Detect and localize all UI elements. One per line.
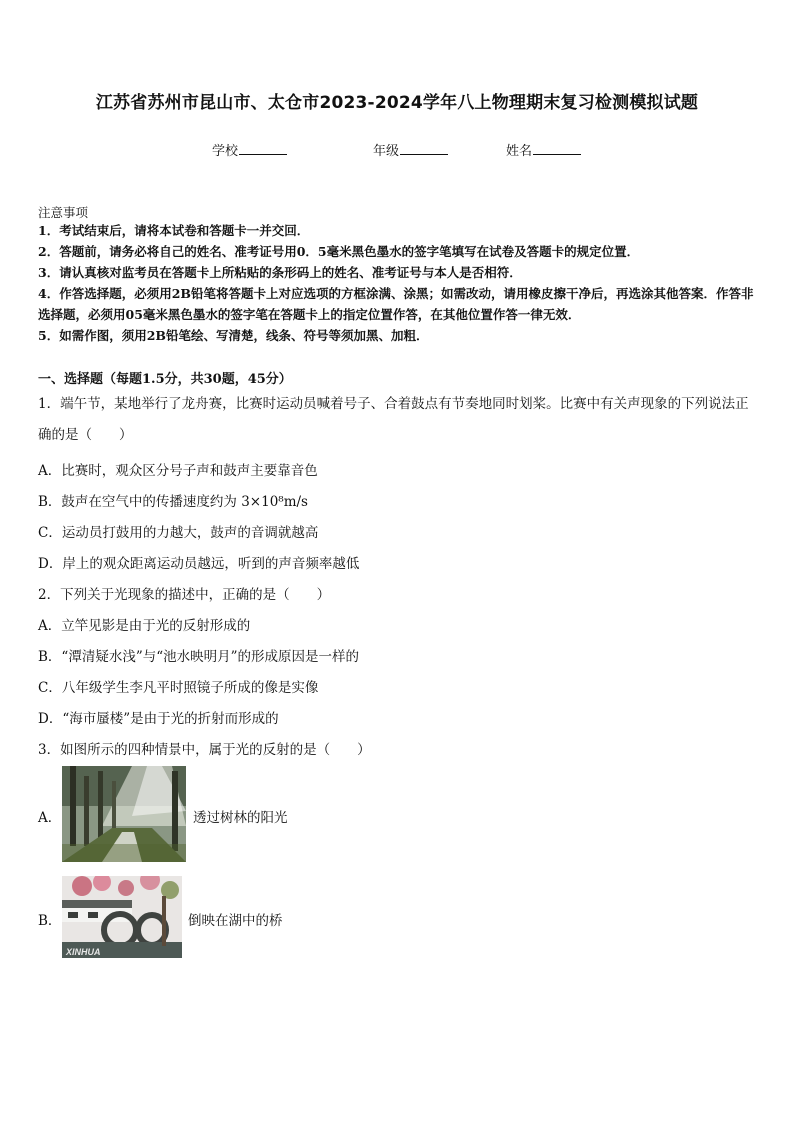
note-item: 2．答题前，请务必将自己的姓名、准考证号用0．5毫米黑色墨水的签字笔填写在试卷及答题卡的规定位置．: [38, 244, 640, 259]
question-2-stem: 2．下列关于光现象的描述中，正确的是（ ）: [38, 587, 331, 603]
question-1-option-d: D．岸上的观众距离运动员越远，听到的声音频率越低: [38, 556, 360, 572]
school-label: 学校: [212, 144, 239, 159]
name-label: 姓名: [506, 144, 533, 159]
question-1-option-a: A．比赛时，观众区分号子声和鼓声主要靠音色: [38, 463, 318, 479]
school-field: [212, 140, 287, 159]
bridge-reflection-illustration: [62, 876, 182, 958]
question-3-stem: 3．如图所示的四种情景中，属于光的反射的是（ ）: [38, 742, 371, 758]
question-2-option-b: B．“潭清疑水浅”与“池水映明月”的形成原因是一样的: [38, 649, 360, 665]
grade-blank[interactable]: [400, 142, 448, 155]
grade-label: 年级: [373, 144, 400, 159]
note-item: 3．请认真核对监考员在答题卡上所粘贴的条形码上的姓名、准考证号与本人是否相符．: [38, 265, 522, 280]
note-item: 5．如需作图，须用2B铅笔绘、写清楚，线条、符号等须加黑、加粗．: [38, 328, 429, 343]
question-1-option-b: B．鼓声在空气中的传播速度约为 3×10⁸m/s: [38, 494, 308, 510]
question-3-option-a-label: A．: [38, 810, 62, 826]
name-field: [506, 140, 581, 159]
question-3-option-b-label: B．: [38, 913, 62, 929]
question-1-stem: 1．端午节，某地举行了龙舟赛，比赛时运动员喊着号子、合着鼓点有节奏地同时划桨。比赛中有关声现象的下列说法正确的是（ ）: [38, 396, 749, 443]
question-3-option-b-caption: 倒映在湖中的桥: [188, 913, 283, 929]
name-blank[interactable]: [533, 142, 581, 155]
exam-title: 江苏省苏州市昆山市、太仓市2023-2024学年八上物理期末复习检测模拟试题: [95, 93, 699, 113]
note-item: 4．作答选择题，必须用2B铅笔将答题卡上对应选项的方框涂满、涂黑；如需改动，请用橡皮擦干净后，再选涂其他答案．作答非选择题，必须用05毫米黑色墨水的签字笔在答题卡上的指定位置作答，在其他位置作答一律无效．: [38, 286, 754, 322]
bridge-reflection-image: [62, 876, 182, 958]
forest-sunlight-illustration: [62, 766, 186, 862]
student-info-row: [0, 140, 794, 160]
forest-sunlight-image: [62, 766, 186, 862]
note-item: 1．考试结束后，请将本试卷和答题卡一并交回．: [38, 223, 310, 238]
xinhua-watermark: XINHUA: [66, 947, 101, 957]
notes-heading: 注意事项: [38, 205, 89, 220]
question-2-option-a: A．立竿见影是由于光的反射形成的: [38, 618, 251, 634]
question-3-option-a-caption: 透过树林的阳光: [193, 810, 288, 826]
school-blank[interactable]: [239, 142, 287, 155]
section-heading: 一、选择题（每题1.5分，共30题，45分）: [38, 372, 292, 387]
question-2-option-d: D．“海市蜃楼”是由于光的折射而形成的: [38, 711, 279, 727]
notes-list: [38, 220, 760, 346]
grade-field: [373, 140, 448, 159]
question-1-option-c: C．运动员打鼓用的力越大，鼓声的音调就越高: [38, 525, 319, 541]
question-2-option-c: C．八年级学生李凡平时照镜子所成的像是实像: [38, 680, 319, 696]
